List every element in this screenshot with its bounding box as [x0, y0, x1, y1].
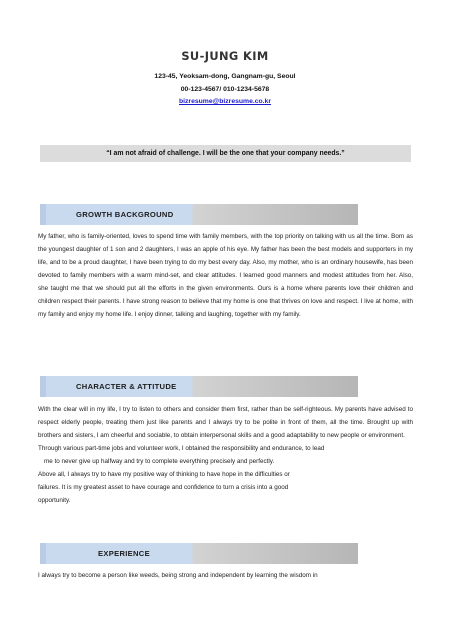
character-attitude-text: [38, 403, 413, 507]
character-paragraph-2-line-1: Through various part-time jobs and volunteer work, I obtained the responsibility and endurance, to lead: [38, 445, 325, 452]
character-paragraph-2-line-2: me to never give up halfway and try to complete everything precisely and perfectly.: [44, 458, 275, 465]
growth-background-text: [38, 230, 413, 321]
section-header-experience: [40, 543, 358, 564]
section-bar-accent: [40, 376, 46, 397]
applicant-name: SU-JUNG KIM: [181, 49, 269, 63]
character-paragraph-1: With the clear will in my life, I try to listen to others and consider them first, rather than be self-righteous. My parents have advised to respect elderly people, treating them just like parents and I always try to be polite in front of them, all the time. Brought up with brothers and sisters, I am cheerful and sociable, to obtain interpersonal skills and a good adaptability to new people or environment.: [38, 406, 413, 439]
applicant-phone: 00-123-4567/ 010-1234-5678: [180, 86, 270, 93]
section-title-growth: GROWTH BACKGROUND: [76, 210, 174, 219]
section-bar-accent: [40, 204, 46, 225]
section-title-experience: EXPERIENCE: [98, 549, 150, 558]
applicant-email-link[interactable]: bizresume@bizresume.co.kr: [178, 98, 271, 105]
section-bar-accent: [40, 543, 46, 564]
motto-quote: “I am not afraid of challenge. I will be the one that your company needs.”: [40, 145, 411, 162]
growth-paragraph: My father, who is family-oriented, loves to spend time with family members, with the top priority on talking with us all the time. Born as the youngest daughter of 1 son and 2 daughters, I was an apple of his eye. My father has been the best models and supporters in my life, and to be a proud daughter, I have been trying to do my best every day. Also, my mother, who is an ordinary housewife, has been devoted to family members with a warm mind-set, and clear attitudes. I learned good manners and modest attitudes from her. Also, she taught me that we should put all the efforts in the given environments. Ours is a home where parents love their children and children respect their parents. I have strong reason to believe that my home is one that thrives on love and respect. I live at home, with my family and enjoy my home life. I enjoy dinner, talking and laughing, together with my family.: [38, 233, 413, 318]
resume-header: [0, 49, 450, 107]
character-paragraph-3-line-1: Above all, I always try to have my positive way of thinking to have hope in the difficulties or: [38, 471, 290, 478]
character-paragraph-3-line-2: failures. It is my greatest asset to have courage and confidence to turn a crisis into a good: [38, 484, 289, 491]
applicant-address: 123-45, Yeoksam-dong, Gangnam-gu, Seoul: [154, 73, 296, 80]
section-header-growth: [40, 204, 358, 225]
experience-text: [38, 569, 413, 582]
section-header-character: [40, 376, 358, 397]
character-paragraph-3-line-3: opportunity.: [38, 497, 71, 504]
experience-paragraph: I always try to become a person like weeds, being strong and independent by learning the wisdom in: [38, 572, 318, 579]
section-title-character: CHARACTER & ATTITUDE: [76, 382, 177, 391]
